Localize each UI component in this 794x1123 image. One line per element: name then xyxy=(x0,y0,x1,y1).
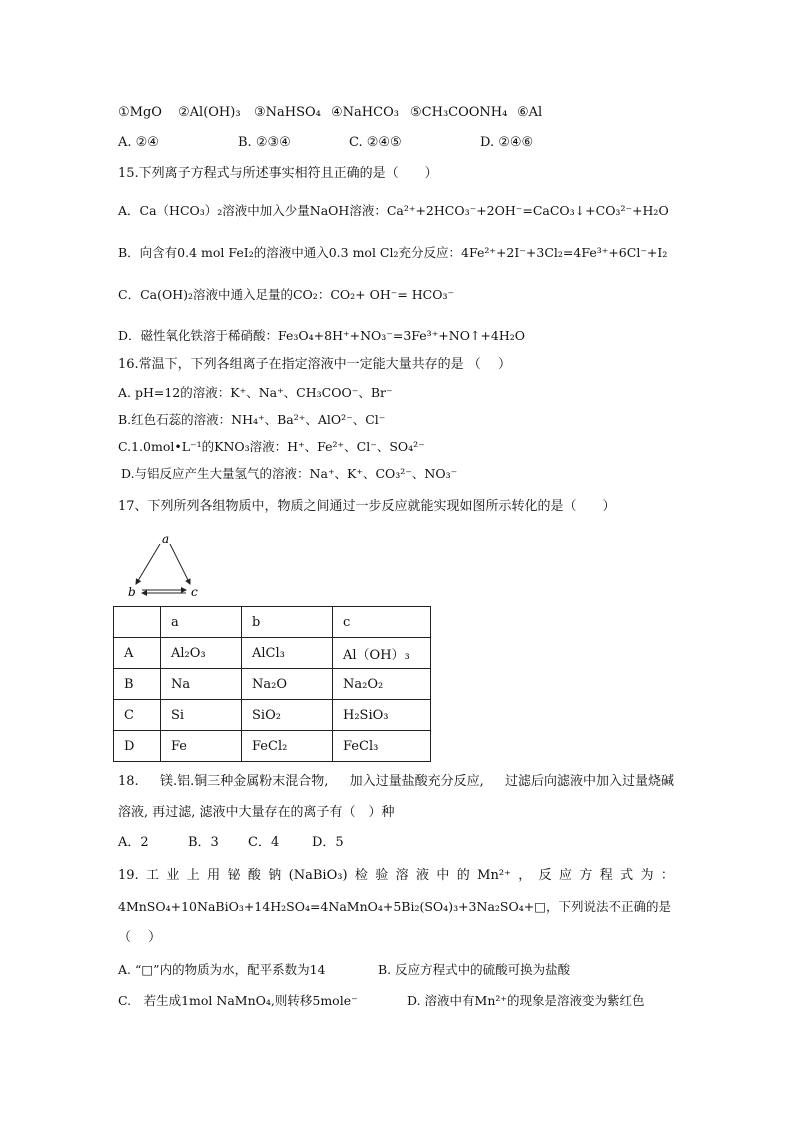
table-cell: Na xyxy=(161,669,242,700)
q19-char: 式 xyxy=(620,868,634,883)
table-cell: SiO₂ xyxy=(242,700,333,731)
q17-transformation-diagram xyxy=(124,530,214,604)
q17-table xyxy=(113,606,431,762)
q19-char: 液 xyxy=(416,868,430,883)
table-cell: C xyxy=(114,700,161,731)
q19-stem-line1 xyxy=(118,867,674,885)
table-cell: FeCl₃ xyxy=(333,731,431,762)
table-cell: FeCl₂ xyxy=(242,731,333,762)
q14-item-3: ③NaHSO₄ xyxy=(254,105,321,120)
q15-option-d: D．磁性氧化铁溶于稀硝酸：Fe₃O₄+8H⁺+NO₃⁻=3Fe³⁺+NO↑+4H₂O xyxy=(118,328,526,343)
diagram-node-b: b xyxy=(128,585,136,599)
q19-char: 应 xyxy=(559,868,573,883)
q19-char: 钠 xyxy=(268,868,282,883)
diagram-node-c: c xyxy=(191,585,198,599)
q15-option-b: B．向含有0.4 mol FeI₂的溶液中通入0.3 mol Cl₂充分反应：4Fe²⁺+2I⁻+3Cl₂=4Fe³⁺+6Cl⁻+I₂ xyxy=(118,245,668,260)
q18-text: 加入过量盐酸充分反应, xyxy=(349,774,484,789)
q19-char: ， xyxy=(518,868,532,883)
q19-char: 工 xyxy=(146,868,160,883)
q19-char: 的 xyxy=(456,868,470,883)
q19-option-b: B. 反应方程式中的硫酸可换为盐酸 xyxy=(378,962,571,977)
q18-option-d: D．5 xyxy=(312,835,344,850)
table-cell: B xyxy=(114,669,161,700)
arrow-a-to-c xyxy=(170,544,190,584)
table-cell: AlCl₃ xyxy=(242,638,333,669)
q18-number: 18. xyxy=(118,774,139,789)
q15-option-a: A．Ca（HCO₃）₂溶液中加入少量NaOH溶液：Ca²⁺+2HCO₃⁻+2OH⁻=CaCO₃↓+CO₃²⁻+H₂O xyxy=(118,203,669,218)
q19-char: ： xyxy=(660,868,674,883)
q18-stem-line1 xyxy=(118,773,674,791)
q14-item-1: ①MgO xyxy=(118,105,162,120)
q16-stem: 16.常温下，下列各组离子在指定溶液中一定能大量共存的是 （ ） xyxy=(118,357,511,372)
q16-option-d: D.与铝反应产生大量氢气的溶液：Na⁺、K⁺、CO₃²⁻、NO₃⁻ xyxy=(121,466,458,481)
table-header-row xyxy=(114,607,431,638)
table-cell: Al₂O₃ xyxy=(161,638,242,669)
q19-char: 溶 xyxy=(395,868,409,883)
q14-item-2: ②Al(OH)₃ xyxy=(178,105,241,120)
q19-number: 19. xyxy=(118,868,139,883)
q19-option-a: A. “□”内的物质为水，配平系数为14 xyxy=(118,962,326,977)
q19-char: 铋 xyxy=(227,868,241,883)
table-row xyxy=(114,700,431,731)
table-cell: Na₂O xyxy=(242,669,333,700)
q18-option-b: B．3 xyxy=(188,835,219,850)
q19-char: 程 xyxy=(599,868,613,883)
table-cell: Al（OH）₃ xyxy=(333,638,431,669)
q19-char: 业 xyxy=(166,868,180,883)
diagram-node-a: a xyxy=(162,532,170,546)
q19-char: 验 xyxy=(375,868,389,883)
q15-option-c: C．Ca(OH)₂溶液中通入足量的CO₂：CO₂+ OH⁻= HCO₃⁻ xyxy=(118,287,455,302)
arrow-a-to-b xyxy=(136,544,160,584)
table-row xyxy=(114,669,431,700)
q18-option-c: C．4 xyxy=(248,835,280,850)
q16-option-a: A. pH=12的溶液：K⁺、Na⁺、CH₃COO⁻、Br⁻ xyxy=(118,385,393,400)
q14-option-d: D. ②④⑥ xyxy=(480,135,534,150)
table-cell: Fe xyxy=(161,731,242,762)
table-cell: H₂SiO₃ xyxy=(333,700,431,731)
table-row xyxy=(114,638,431,669)
q19-char: 检 xyxy=(354,868,368,883)
q19-option-c: C. 若生成1mol NaMnO₄,则转移5mole⁻ xyxy=(118,993,358,1008)
q14-option-c: C. ②④⑤ xyxy=(349,135,402,150)
q14-option-b: B. ②③④ xyxy=(238,135,291,150)
q19-option-d: D. 溶液中有Mn²⁺的现象是溶液变为紫红色 xyxy=(407,993,645,1008)
q19-char: 上 xyxy=(186,868,200,883)
q19-char: 为 xyxy=(640,868,654,883)
q19-char: 方 xyxy=(579,868,593,883)
table-cell: c xyxy=(333,607,431,638)
q19-stem-line3: （ ） xyxy=(118,930,162,945)
q14-item-6: ⑥Al xyxy=(517,105,543,120)
q17-stem: 17、下列所列各组物质中，物质之间通过一步反应就能实现如图所示转化的是（ ） xyxy=(118,499,616,514)
q18-text: 过滤后向滤液中加入过量烧碱 xyxy=(504,774,674,789)
table-row xyxy=(114,731,431,762)
table-cell: b xyxy=(242,607,333,638)
q19-ion: Mn²⁺ xyxy=(477,868,511,883)
q16-option-c: C.1.0mol•L⁻¹的KNO₃溶液：H⁺、Fe²⁺、Cl⁻、SO₄²⁻ xyxy=(118,439,425,454)
table-cell: D xyxy=(114,731,161,762)
q18-option-a: A．2 xyxy=(118,835,149,850)
q18-text: 镁.铝.铜三种金属粉末混合物, xyxy=(159,774,329,789)
q15-stem: 15.下列离子方程式与所述事实相符且正确的是（ ） xyxy=(118,166,438,181)
q16-option-b: B.红色石蕊的溶液：NH₄⁺、Ba²⁺、AlO²⁻、Cl⁻ xyxy=(118,412,386,427)
table-cell: Si xyxy=(161,700,242,731)
q18-stem-line2: 溶液, 再过滤, 滤液中大量存在的离子有（ ）种 xyxy=(118,805,395,820)
table-cell xyxy=(114,607,161,638)
q19-char: 酸 xyxy=(247,868,261,883)
q14-option-a: A. ②④ xyxy=(118,135,159,150)
q19-char: 中 xyxy=(436,868,450,883)
q14-item-5: ⑤CH₃COONH₄ xyxy=(410,105,508,120)
q19-char: 反 xyxy=(538,868,552,883)
q19-char: 用 xyxy=(207,868,221,883)
q19-stem-line2: 4MnSO₄+10NaBiO₃+14H₂SO₄=4NaMnO₄+5Bi₂(SO₄)₃+3Na₂SO₄+□，下列说法不正确的是 xyxy=(118,899,672,914)
q14-item-4: ④NaHCO₃ xyxy=(331,105,399,120)
q19-formula: (NaBiO₃) xyxy=(288,868,348,883)
table-cell: Na₂O₂ xyxy=(333,669,431,700)
table-cell: a xyxy=(161,607,242,638)
table-cell: A xyxy=(114,638,161,669)
